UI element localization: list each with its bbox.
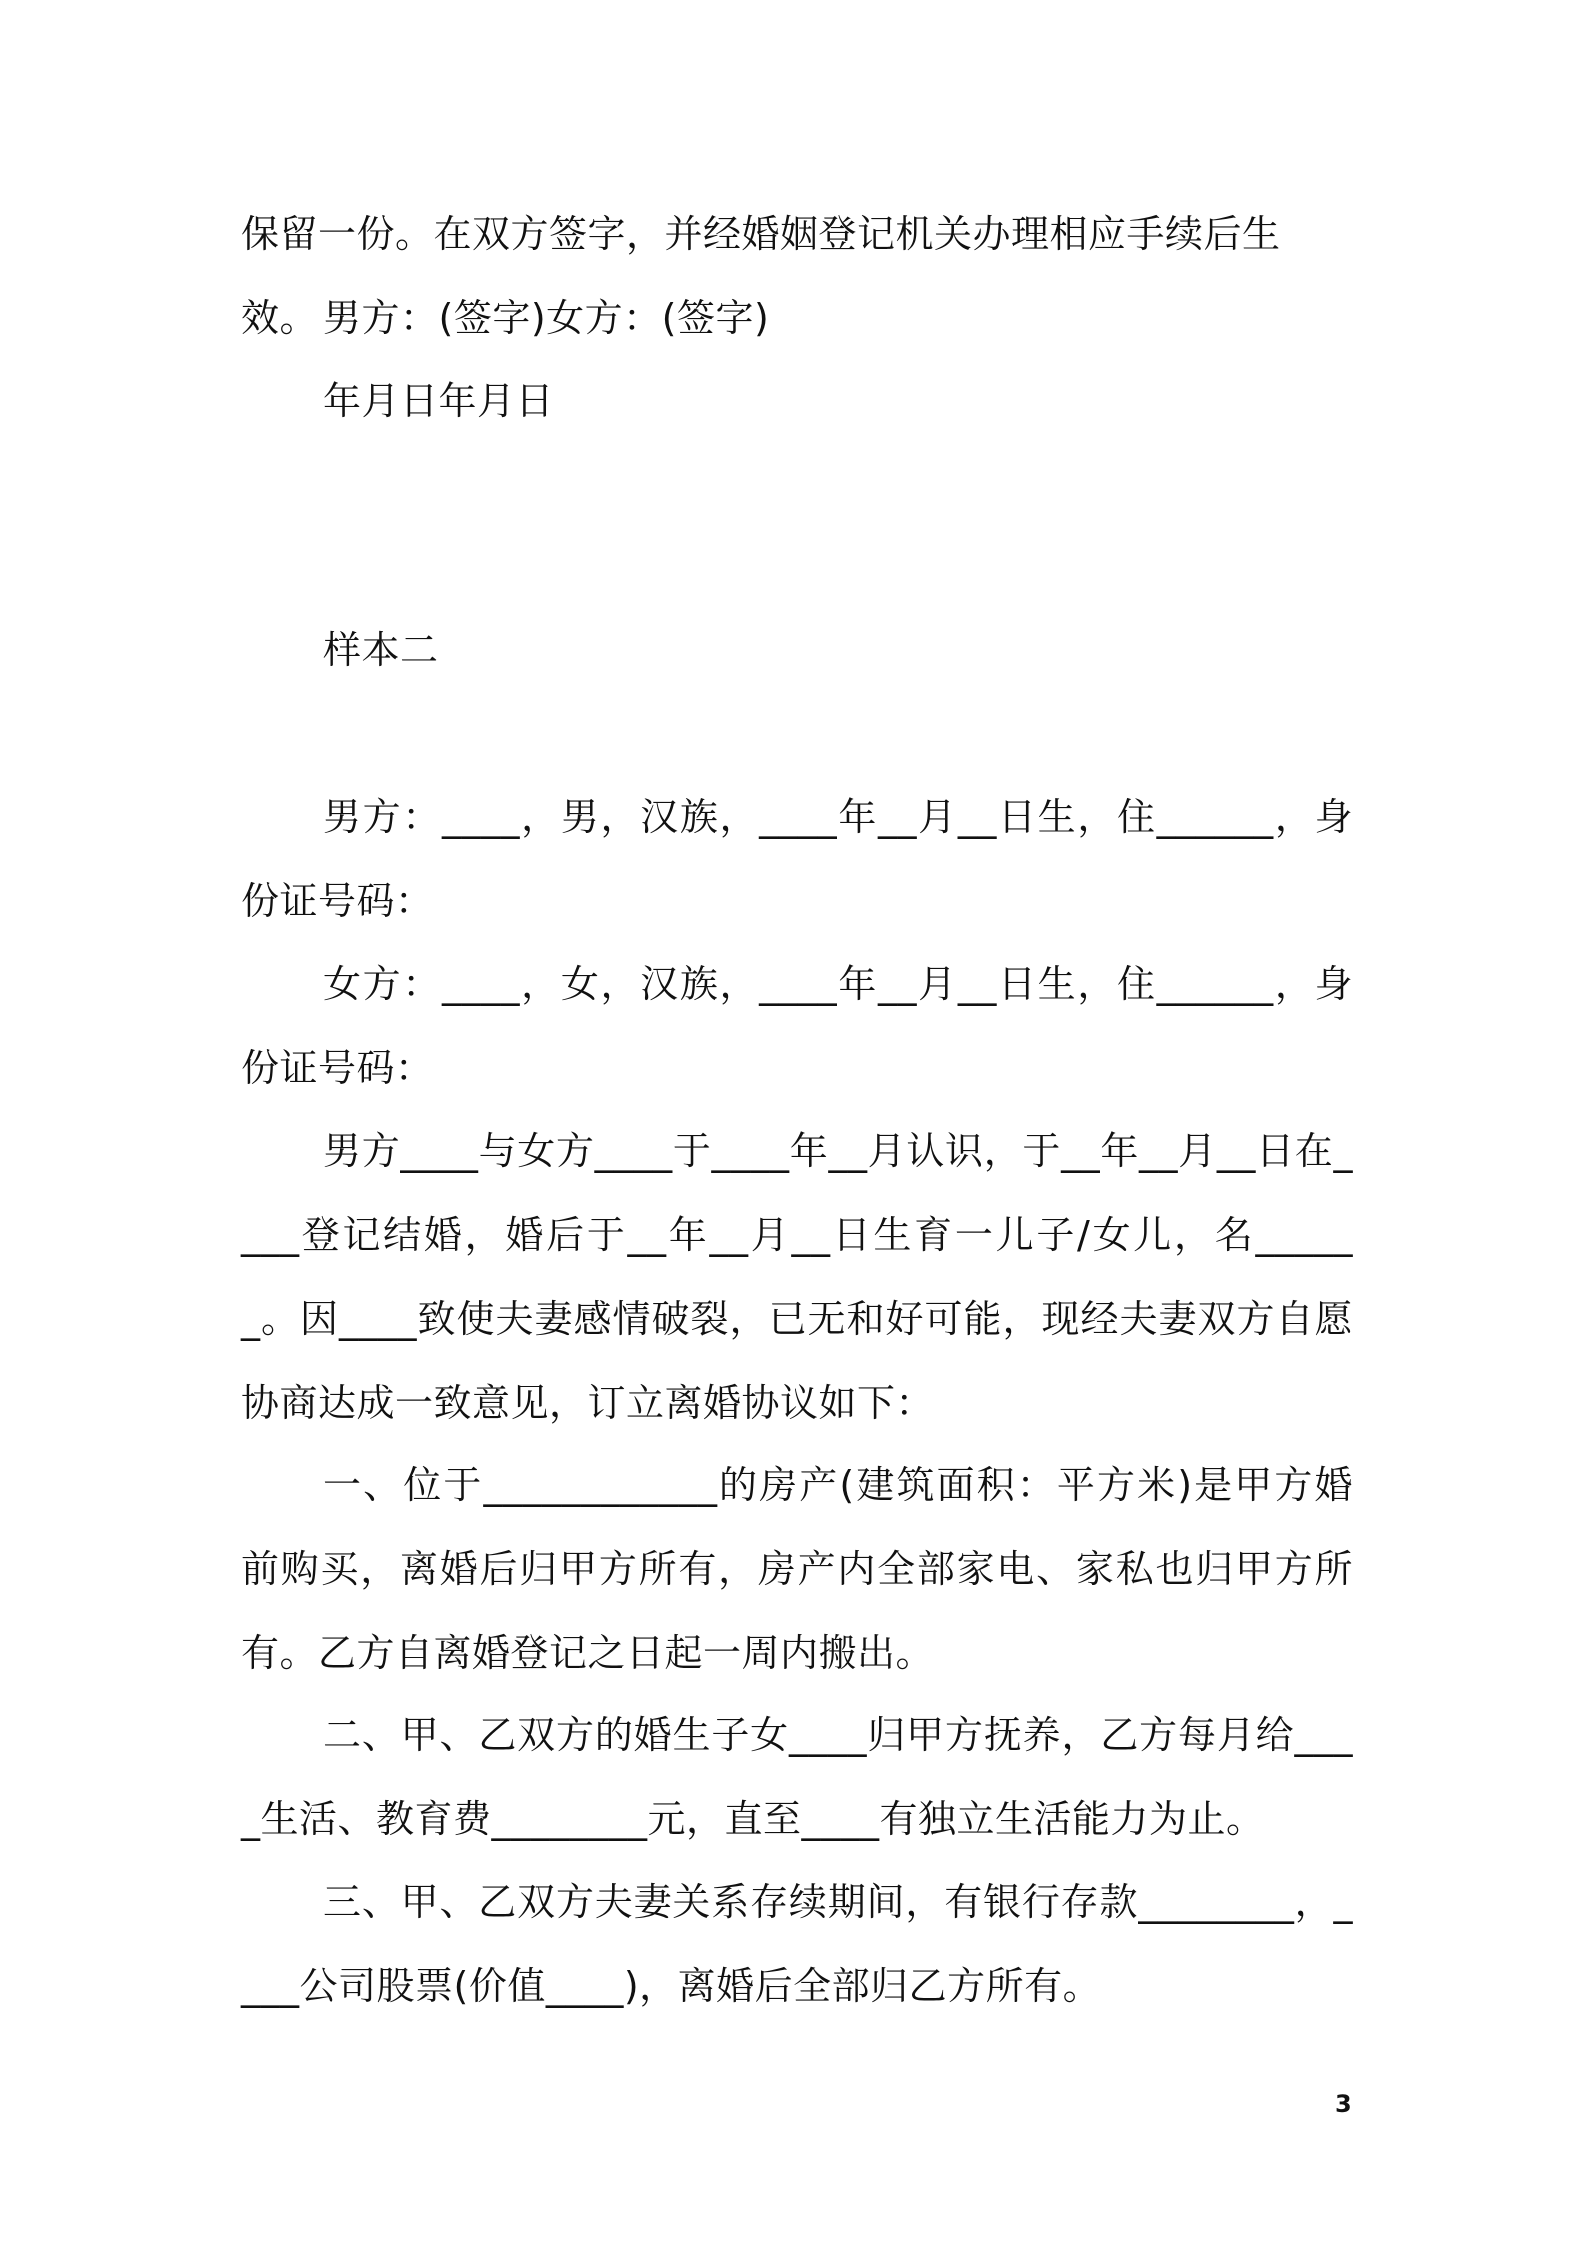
paragraph-female-party: 女方：____，女，汉族，____年__月__日生，住______，身份证号码： — [241, 962, 1353, 1090]
paragraph-child-custody-clause: 二、甲、乙双方的婚生子女____归甲方抚养，乙方每月给____生活、教育费________元，直至____有独立生活能力为止。 — [241, 1713, 1353, 1841]
paragraph-signatures: 男方：(签字)女方：(签字) — [323, 296, 770, 340]
paragraph-savings-clause: 三、甲、乙双方夫妻关系存续期间，有银行存款________，____公司股票(价值____)，离婚后全部归乙方所有。 — [241, 1880, 1353, 2008]
paragraph-dates: 年月日年月日 — [323, 379, 555, 423]
paragraph-property-clause: 一、位于____________的房产(建筑面积：平方米)是甲方婚前购买，离婚后归甲方所有，房产内全部家电、家私也归甲方所有。乙方自离婚登记之日起一周内搬出。 — [241, 1463, 1353, 1675]
paragraph-marriage-background: 男方____与女方____于____年__月认识，于__年__月__日在____登记结婚，婚后于__年__月__日生育一儿子/女儿，名______。因____致使夫妻感情破裂，已无和好可能，现经夫妻双方自愿协商达成一致意见，订立离婚协议如下： — [241, 1129, 1353, 1425]
paragraph-effective-clause: 保留一份。在双方签字，并经婚姻登记机关办理相应手续后生效。 — [241, 212, 1281, 340]
paragraph-male-party: 男方：____，男，汉族，____年__月__日生，住______，身份证号码： — [241, 795, 1353, 923]
section-title-sample-two: 样本二 — [323, 628, 439, 672]
page-number: 3 — [1335, 2090, 1352, 2118]
